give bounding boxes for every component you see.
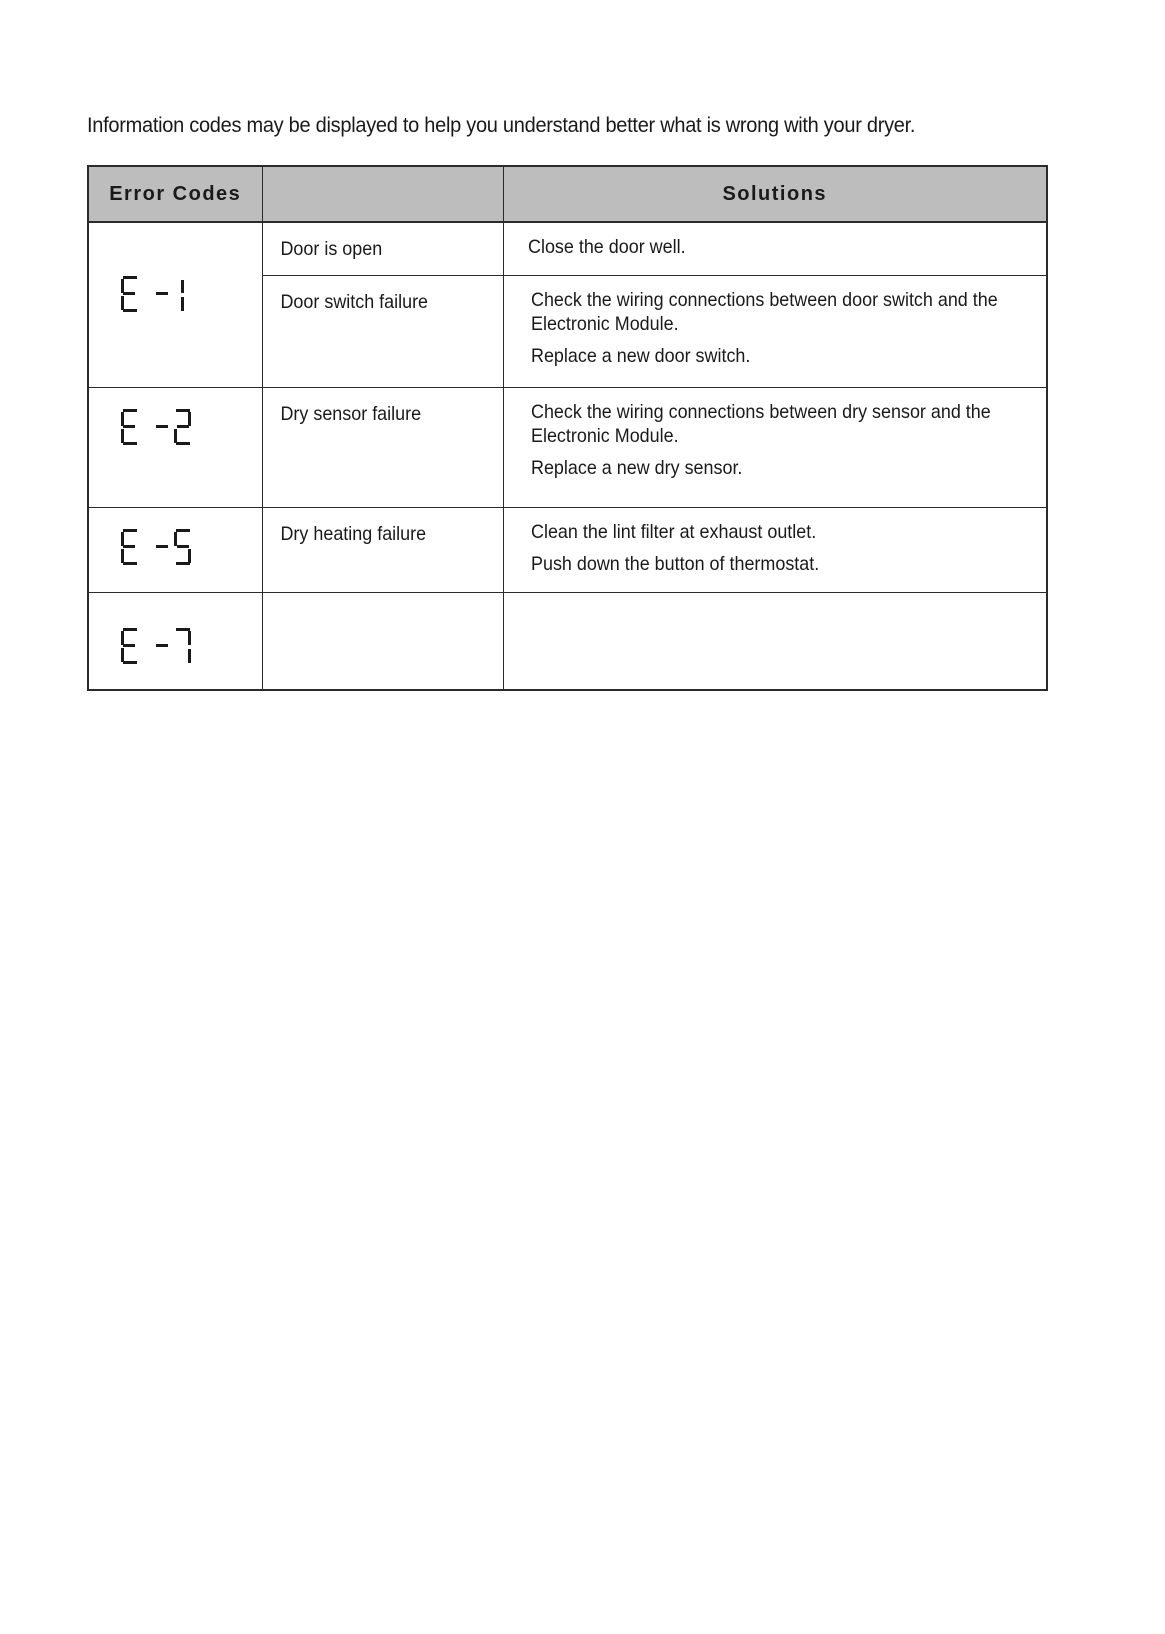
header-solutions: Solutions (503, 166, 1047, 222)
table-row (88, 593, 1047, 690)
table-row (88, 388, 1047, 508)
cause-cell (262, 593, 503, 690)
seven-segment-code-e1 (121, 275, 201, 315)
header-cause (262, 166, 503, 222)
solution-cell: Clean the lint filter at exhaust outlet. Push down the button of thermostat. (503, 508, 1047, 593)
table-row (88, 508, 1047, 593)
error-code-table (87, 165, 1048, 691)
solution-cell (503, 593, 1047, 690)
cause-cell: Dry heating failure (262, 508, 503, 593)
seven-segment-code-e2 (121, 408, 201, 448)
table-header-row (88, 166, 1047, 222)
error-code-cell (88, 593, 262, 690)
error-code-cell (88, 388, 262, 508)
cause-cell: Door is open (262, 222, 503, 276)
table-row (88, 222, 1047, 276)
intro-text: Information codes may be displayed to help you understand better what is wrong with your dryer. (87, 113, 916, 137)
seven-segment-code-e5 (121, 528, 201, 568)
cause-cell: Door switch failure (262, 276, 503, 388)
seven-segment-code-e7 (121, 627, 201, 667)
solution-cell: Close the door well. (503, 222, 1047, 276)
solution-cell: Check the wiring connections between door switch and the Electronic Module. Replace a new door switch. (503, 276, 1047, 388)
error-code-cell (88, 222, 262, 388)
solution-cell: Check the wiring connections between dry sensor and the Electronic Module. Replace a new dry sensor. (503, 388, 1047, 508)
header-error-codes: Error Codes (88, 166, 262, 222)
error-code-cell (88, 508, 262, 593)
cause-cell: Dry sensor failure (262, 388, 503, 508)
